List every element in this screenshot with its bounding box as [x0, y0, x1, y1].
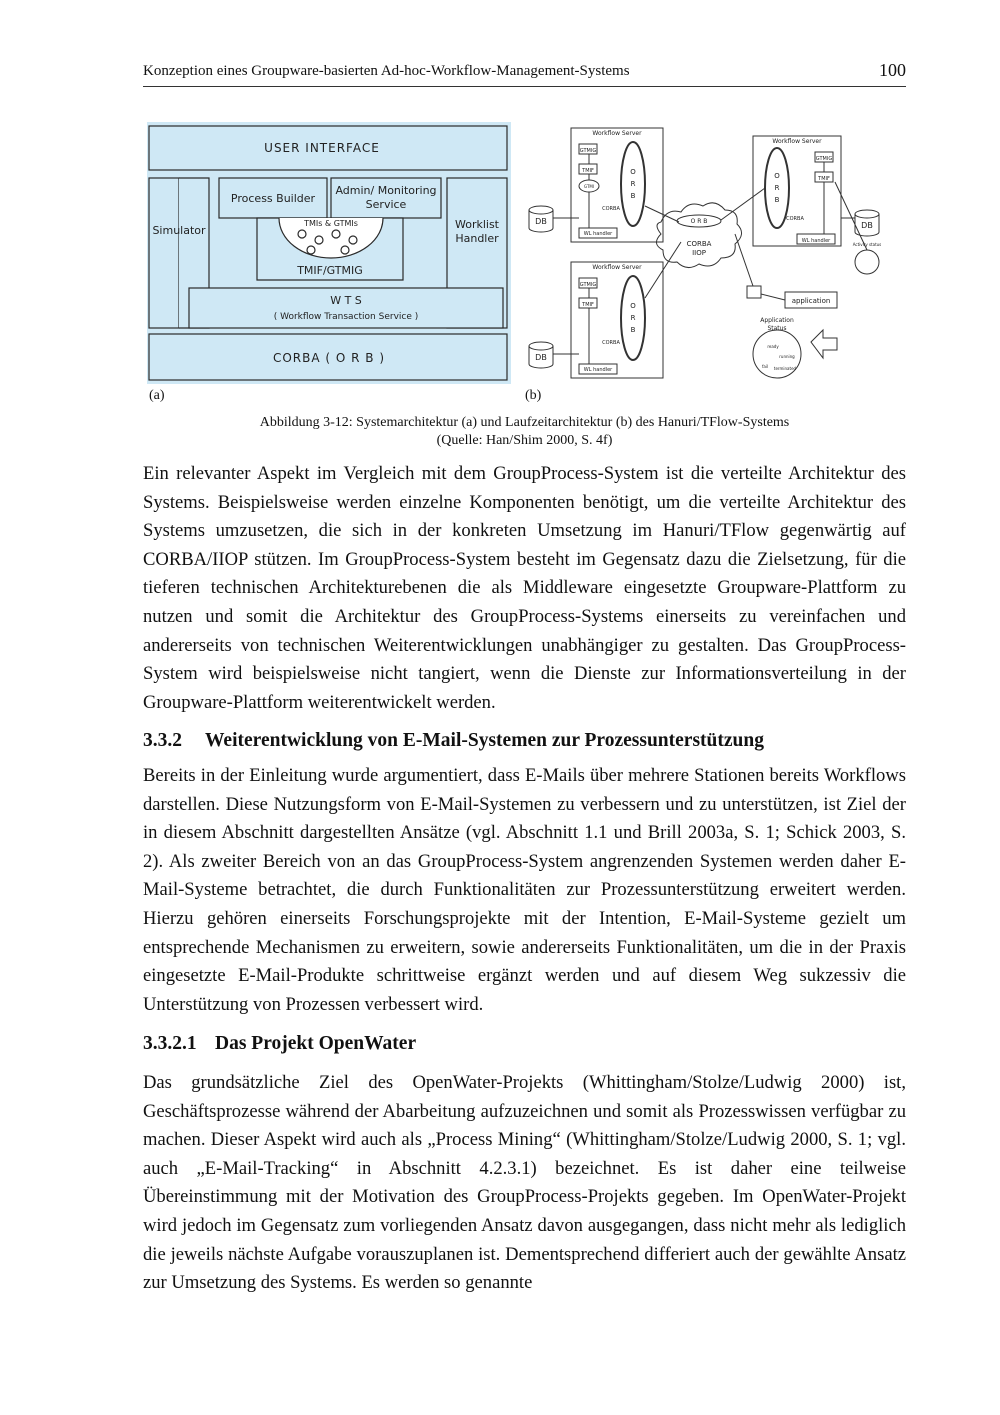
workflow-server-label-2: Workflow Server: [772, 138, 822, 145]
paragraph-1: Ein relevanter Aspekt im Vergleich mit dem GroupProcess-System ist die verteilte Architektur des Systems. Beispielsweise werden einzelne Komponenten benötigt, um die verteilte Architektur des Systems umzusetzen, die sich in der konkreten Umsetzung im Hanuri/TFlow gegenwärtig auf CORBA/IIOP stützen. Im GroupProcess-System besteht im Gegensatz dazu die Zielsetzung, für die tieferen technischen Architekturebenen die als Middleware eingesetzte Groupware-Plattform zu nutzen und somit die Architektur des GroupProcess-Systems einerseits zu vereinfachen und andererseits von technischen Weiterentwicklungen unabhängiger zu gestalten. Das GroupProcess-System wird beispielsweise nicht tangiert, wenn die Dienste zur Informationsverteilung in der Groupware-Plattform weiterentwickelt werden.: [143, 463, 906, 713]
curved-arrow-icon: [811, 330, 837, 358]
orb-letter-o-2: O: [774, 172, 780, 180]
caption-line-2: (Quelle: Han/Shim 2000, S. 4f): [436, 433, 613, 448]
computer-icon: [747, 286, 761, 298]
section-number: 3.3.2: [143, 730, 182, 751]
workflow-server-box-3: [571, 262, 663, 378]
worklist-label-line2: Handler: [455, 232, 499, 245]
figure-3-12: [143, 122, 906, 408]
app-link: [761, 294, 785, 300]
tmif-label-1: TMIF: [582, 168, 594, 174]
orb-link-2: [721, 188, 765, 220]
panel-label-b: (b): [525, 388, 542, 403]
page-number: 100: [879, 60, 906, 80]
wl-handler-label-3: WL handler: [583, 367, 613, 373]
gtmi-label-1: GTMI: [583, 184, 595, 189]
tmi-circle: [298, 230, 306, 238]
section-heading-3-3-2-1: [143, 1033, 416, 1055]
application-label: application: [791, 297, 831, 305]
gtmig-label-2: GTMIG: [815, 156, 833, 162]
worklist-label-line1: Worklist: [454, 218, 500, 231]
orb-letter-b-3: B: [630, 326, 636, 334]
process-builder-label: Process Builder: [230, 192, 316, 205]
system-architecture-diagram: [147, 122, 511, 384]
admin-label-line1: Admin/ Monitoring: [335, 184, 437, 197]
db-cylinder-1-top: [529, 206, 553, 214]
orb-letter-b-1: B: [630, 192, 636, 200]
corba-label-2: CORBA: [786, 216, 804, 222]
corba-label-1: CORBA: [602, 206, 620, 212]
workflow-server-label-3: Workflow Server: [592, 264, 642, 271]
header-title: Konzeption eines Groupware-basierten Ad-hoc-Workflow-Management-Systems: [143, 63, 630, 79]
paragraph-2: Bereits in der Einleitung wurde argumentiert, dass E-Mails über mehrere Stationen bereits Workflows darstellen. Diese Nutzungsform von E-Mail-Systemen zu verbessern und zu unterstützen, ist Ziel der in diesem Abschnitt dargestellten Ansätze (vgl. Abschnitt 1.1 und Brill 2003a, S. 1; Schick 2003, S. 2). Als zweiter Bereich von an das GroupProcess-System angrenzenden Systemen werden daher E-Mail-Systeme betrachtet, die durch Funktionalitäten zur Prozessunterstützung erweitert werden. Hierzu gehören einerseits Forschungsprojekte mit der Intention, E-Mail-Systeme gezielt um entsprechende Mechanismen zu erweitern, sowie andererseits Funktionalitäten, um die in der Praxis eingesetzte E-Mail-Produkte schrittweise ergänzt werden und auf diesem Weg sukzessiv die Unterstützung von Prozessen verbessert wird.: [143, 765, 906, 1015]
db-cylinder-3-top: [855, 210, 879, 218]
tmis-label: TMIs & GTMIs: [304, 219, 358, 228]
activity-status-label: Activity status: [852, 242, 882, 247]
corba-iiop-label-line2: IIOP: [692, 249, 706, 257]
tmi-circle: [315, 236, 323, 244]
tmif-label: TMIF/GTMIG: [297, 264, 363, 277]
state-terminated-label: terminated: [773, 366, 797, 371]
panel-label-a: (a): [149, 388, 165, 403]
wl-handler-label-2: WL handler: [801, 238, 831, 244]
state-fail-label: fail: [761, 364, 769, 369]
db-label-1: DB: [535, 217, 547, 226]
db-cylinder-2-top: [529, 342, 553, 350]
activity-status-circle: [855, 250, 879, 274]
corba-iiop-cloud: [656, 203, 741, 268]
application-status-line1: Application: [760, 317, 794, 324]
running-header: [143, 60, 906, 87]
admin-label-line2: Service: [365, 198, 407, 211]
tmi-circle: [332, 230, 340, 238]
orb-link-app: [735, 234, 753, 286]
tmi-circle: [307, 246, 315, 254]
activity-link: [835, 182, 867, 250]
db-label-2: DB: [535, 353, 547, 362]
orb-letter-o-3: O: [630, 302, 636, 310]
corba-label: CORBA ( O R B ): [272, 351, 386, 365]
orb-letter-b-2: B: [774, 196, 780, 204]
orb-cloud-label: O R B: [690, 218, 708, 225]
workflow-server-label-1: Workflow Server: [592, 130, 642, 137]
state-ready-label: ready: [767, 344, 779, 349]
orb-letter-r-1: R: [630, 180, 636, 188]
simulator-label: Simulator: [152, 224, 206, 237]
orb-letter-r-2: R: [774, 184, 780, 192]
orb-letter-o-1: O: [630, 168, 636, 176]
wts-sublabel: ( Workflow Transaction Service ): [273, 312, 419, 322]
wl-handler-label-1: WL handler: [583, 231, 613, 237]
caption-line-1: Abbildung 3-12: Systemarchitektur (a) und Laufzeitarchitektur (b) des Hanuri/TFlow-Systems: [259, 415, 790, 430]
section-heading-3-3-2: [143, 730, 764, 752]
tmi-circle: [349, 236, 357, 244]
subsection-number: 3.3.2.1: [143, 1033, 197, 1054]
user-interface-label: USER INTERFACE: [264, 141, 380, 155]
figure-caption: [143, 414, 906, 450]
db-label-3: DB: [861, 221, 873, 230]
tmif-label-3: TMIF: [582, 302, 594, 308]
simulator-box: [149, 178, 179, 328]
application-status-line2: Status: [767, 325, 787, 332]
section-title: Weiterentwicklung von E-Mail-Systemen zur Prozessunterstützung: [205, 730, 764, 751]
corba-label-3: CORBA: [602, 340, 620, 346]
gtmig-label-3: GTMIG: [579, 282, 597, 288]
state-running-label: running: [779, 354, 795, 359]
tmi-circle: [341, 246, 349, 254]
orb-letter-r-3: R: [630, 314, 636, 322]
corba-iiop-label-line1: CORBA: [686, 240, 712, 248]
runtime-architecture-diagram: [521, 122, 905, 394]
wts-label: W T S: [330, 294, 362, 307]
paragraph-3: Das grundsätzliche Ziel des OpenWater-Projekts (Whittingham/Stolze/Ludwig 2000) ist, Geschäftsprozesse während der Abarbeitung aufzuzeichnen und somit als Prozesswissen verfügbar zu machen. Dieser Aspekt wird auch als „Process Mining“ (Whittingham/Stolze/Ludwig 2000, S. 1; vgl. auch „E-Mail-Tracking“ in Abschnitt 4.2.3.1) bezeichnet. Es ist daher eine teilweise Übereinstimmung mit der Motivation des GroupProcess-Projekts gegeben. Im OpenWater-Projekt wird jedoch im Gegensatz zum vorliegenden Ansatz davon ausgegangen, dass nicht mehr als lediglich die jeweils nächste Aufgabe vorauszuplanen ist. Dementsprechend differiert auch der gewählte Ansatz zur Umsetzung des Systems. Es werden so genannte: [143, 1072, 906, 1294]
tmif-label-2: TMIF: [818, 176, 830, 182]
subsection-title: Das Projekt OpenWater: [215, 1033, 417, 1054]
gtmig-label-1: GTMIG: [579, 148, 597, 154]
